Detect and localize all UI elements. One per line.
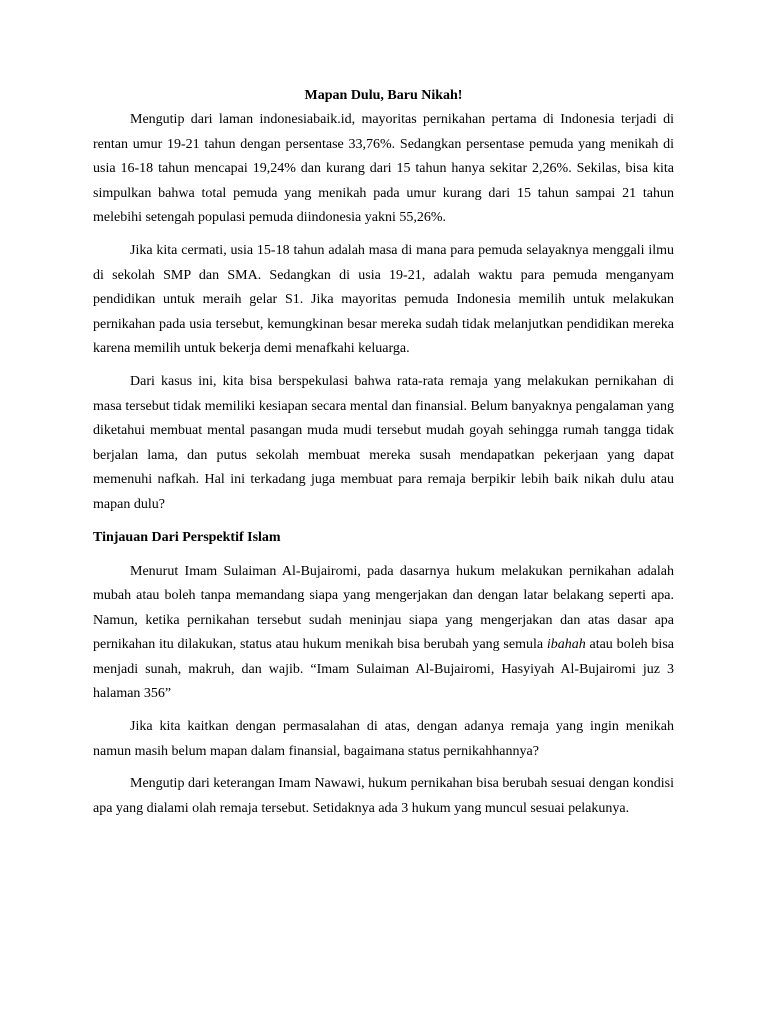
paragraph-intro-1: Mengutip dari laman indonesiabaik.id, mayoritas pernikahan pertama di Indonesia terjadi di rentan umur 19-21 tahun dengan persentase 33,76%. Sedangkan persentase pemuda yang menikah di usia 16-18 tahun mencapai 19,24% dan kurang dari 15 tahun hanya sekitar 2,26%. Sekilas, bisa kita simpulkan bahwa total pemuda yang menikah pada umur kurang dari 15 tahun sampai 21 tahun melebihi setengah populasi pemuda diindonesia yakni 55,26%.: [93, 112, 674, 226]
paragraph-closing-2: Mengutip dari keterangan Imam Nawawi, hukum pernikahan bisa berubah sesuai dengan kondisi apa yang dialami olah remaja tersebut. Setidaknya ada 3 hukum yang muncul sesuai pelakunya.: [93, 776, 674, 816]
paragraph-islam-italic-term: ibahah: [546, 637, 586, 653]
paragraph-intro-3: Dari kasus ini, kita bisa berspekulasi bahwa rata-rata remaja yang melakukan pernikahan di masa tersebut tidak memiliki kesiapan secara mental dan finansial. Belum banyaknya pengalaman yang diketahui membuat mental pasangan muda mudi tersebut mudah goyah sehingga rumah tangga tidak berjalan lama, dan putus sekolah membuat mereka susah mendapatkan pekerjaan yang dapat memenuhi nafkah. Hal ini terkadang juga membuat para remaja berpikir lebih baik nikah dulu atau mapan dulu?: [93, 373, 674, 512]
paragraph-islam-part-2: atau boleh bisa menjadi sunah, makruh, dan wajib. “Imam Sulaiman Al-Bujairomi, Hasyiyah Al-Bujairomi juz 3 halaman 356”: [93, 637, 674, 702]
section-heading: Tinjauan Dari Perspektif Islam: [93, 529, 281, 545]
paragraph-islam: [93, 560, 674, 708]
paragraph-islam-part-1: Menurut Imam Sulaiman Al-Bujairomi, pada dasarnya hukum melakukan pernikahan adalah mubah atau boleh tanpa memandang siapa yang mengerjakan dan dengan latar belakang seperti apa. Namun, ketika pernikahan tersebut sudah meninjau siapa yang mengerjakan dan atas dasar apa pernikahan itu dilakukan, status atau hukum menikah bisa berubah yang semula: [93, 563, 674, 653]
paragraph-closing-1: Jika kita kaitkan dengan permasalahan di atas, dengan adanya remaja yang ingin menikah namun masih belum mapan dalam finansial, bagaimana status pernikahhannya?: [93, 719, 674, 759]
document-page: [93, 84, 674, 829]
document-title: Mapan Dulu, Baru Nikah!: [304, 88, 463, 103]
paragraph-intro-2: Jika kita cermati, usia 15-18 tahun adalah masa di mana para pemuda selayaknya menggali ilmu di sekolah SMP dan SMA. Sedangkan di usia 19-21, adalah waktu para pemuda menganyam pendidikan untuk meraih gelar S1. Jika mayoritas pemuda Indonesia memilih untuk melakukan pernikahan pada usia tersebut, kemungkinan besar mereka sudah tidak melanjutkan pendidikan mereka karena memilih untuk bekerja demi menafkahi keluarga.: [93, 242, 674, 357]
